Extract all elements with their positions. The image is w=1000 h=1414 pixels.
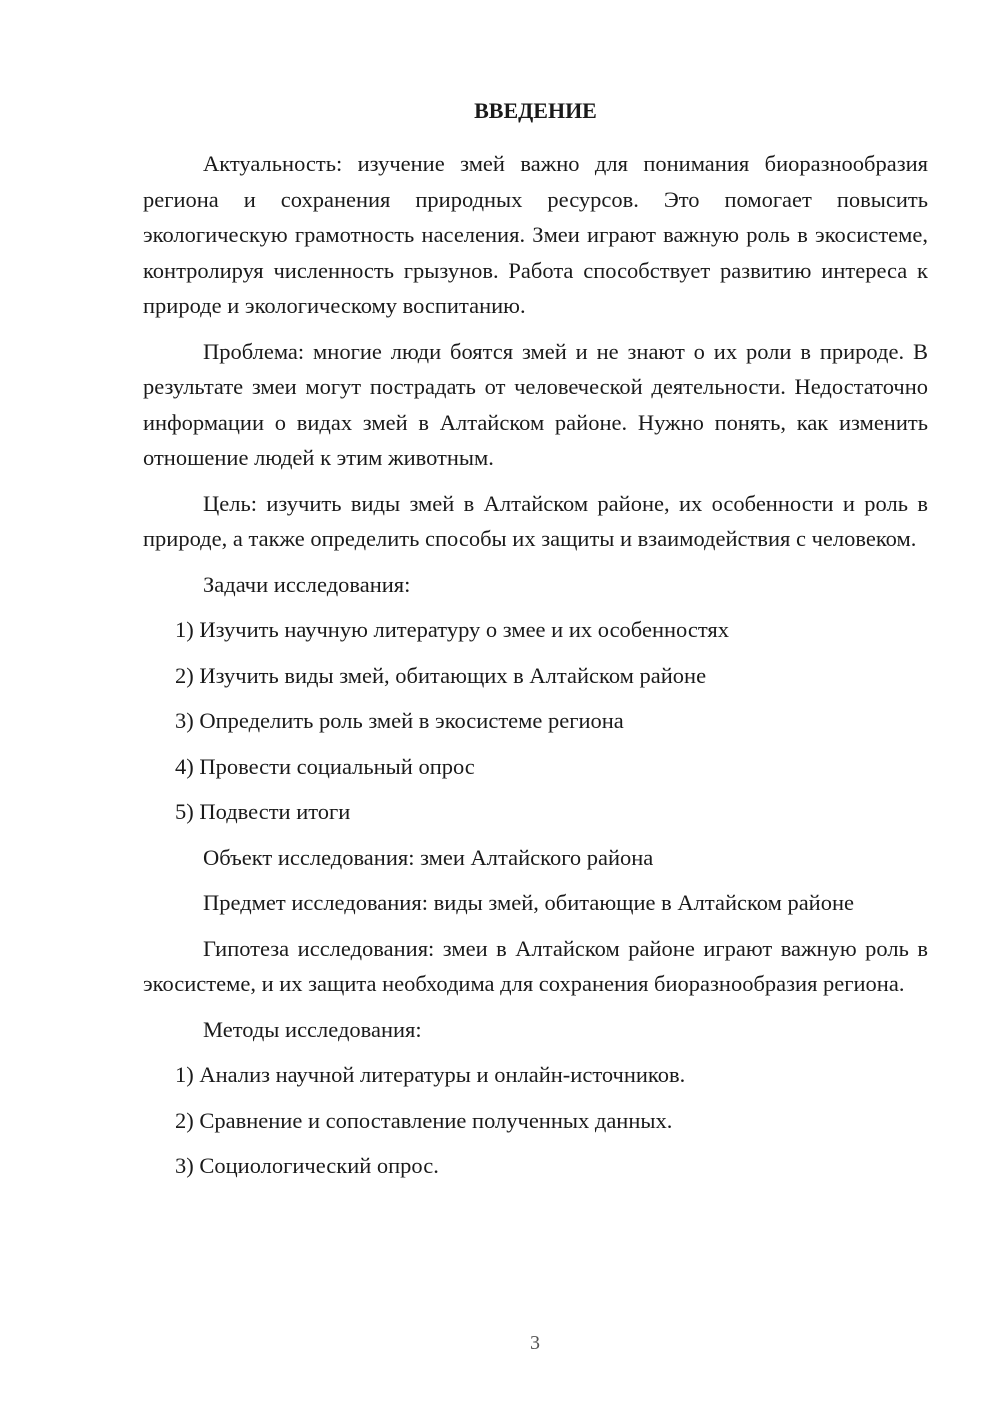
methods-title: Методы исследования: — [203, 1016, 422, 1042]
task-item: 3) Определить роль змей в экосистеме региона — [175, 708, 624, 733]
relevance-paragraph: Актуальность: изучение змей важно для понимания биоразнообразия региона и сохранения природных ресурсов. Это помогает повысить экологическую грамотность населения. Змеи играют важную роль в экосистеме, контролируя численность грызунов. Работа способствует развитию интереса к природе и экологическому воспитанию. — [143, 151, 928, 318]
methods-list — [143, 1057, 928, 1184]
research-object: Объект исследования: змеи Алтайского района — [203, 844, 654, 870]
section-heading: ВВЕДЕНИЕ — [474, 98, 597, 123]
goal-paragraph: Цель: изучить виды змей в Алтайском районе, их особенности и роль в природе, а также определить способы их защиты и взаимодействия с человеком. — [143, 490, 928, 551]
task-item: 1) Изучить научную литературу о змее и их особенностях — [175, 617, 729, 642]
method-item: 3) Социологический опрос. — [175, 1153, 439, 1178]
research-subject: Предмет исследования: виды змей, обитающие в Алтайском районе — [203, 890, 855, 915]
task-item: 4) Провести социальный опрос — [175, 753, 475, 779]
tasks-title: Задачи исследования: — [203, 571, 411, 597]
method-item: 2) Сравнение и сопоставление полученных данных. — [175, 1107, 673, 1133]
task-item: 5) Подвести итоги — [175, 799, 351, 824]
problem-paragraph: Проблема: многие люди боятся змей и не знают о их роли в природе. В результате змеи могут пострадать от человеческой деятельности. Недостаточно информации о видах змей в Алтайском районе. Нужно понять, как изменить отношение людей к этим животным. — [143, 338, 928, 470]
task-item: 2) Изучить виды змей, обитающих в Алтайском районе — [175, 662, 707, 688]
method-item: 1) Анализ научной литературы и онлайн-источников. — [175, 1062, 686, 1087]
page-number: 3 — [530, 1332, 540, 1354]
tasks-list — [143, 612, 928, 830]
hypothesis-paragraph: Гипотеза исследования: змеи в Алтайском районе играют важную роль в экосистеме, и их защита необходима для сохранения биоразнообразия региона. — [143, 935, 928, 996]
document-page — [143, 96, 928, 1194]
